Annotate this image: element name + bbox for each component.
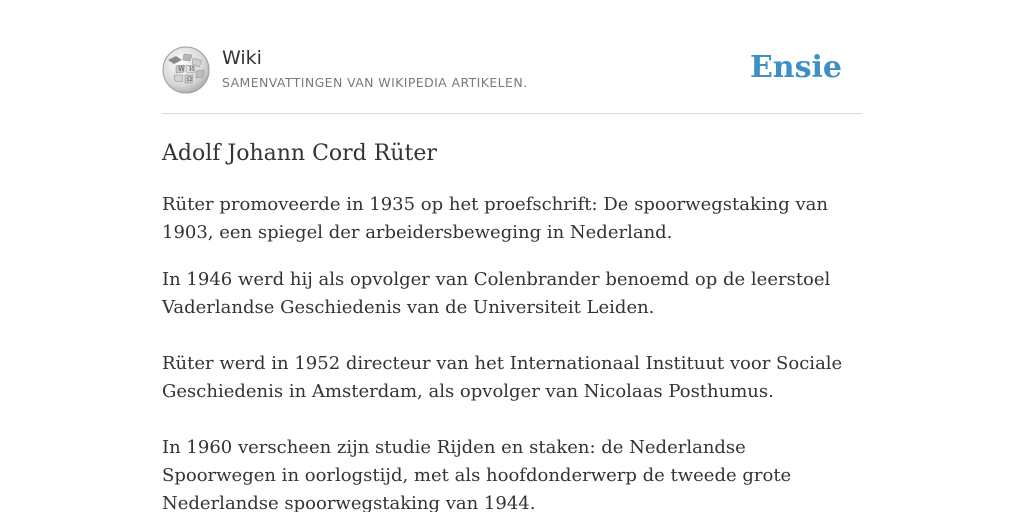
article-title: Adolf Johann Cord Rüter [162, 141, 437, 166]
article-paragraph: Rüter werd in 1952 directeur van het Internationaal Instituut voor Sociale Geschiedenis in Amsterdam, als opvolger van Nicolaas Posthumus. [162, 353, 843, 402]
svg-text:Ω: Ω [187, 76, 192, 83]
site-tagline: SAMENVATTINGEN VAN WIKIPEDIA ARTIKELEN. [222, 75, 528, 90]
site-name[interactable]: Wiki [222, 47, 262, 69]
article-paragraph: In 1946 werd hij als opvolger van Colenbrander benoemd op de leerstoel Vaderlandse Geschiedenis van de Universiteit Leiden. [162, 269, 831, 318]
svg-text:W: W [178, 65, 186, 73]
site-header [162, 0, 862, 114]
ensie-brand-link[interactable]: Ensie [749, 50, 842, 85]
svg-text:И: И [189, 66, 195, 73]
wikipedia-globe-icon[interactable] [162, 46, 210, 94]
article-body [162, 266, 862, 512]
article-intro: Rüter promoveerde in 1935 op het proefschrift: De spoorwegstaking van 1903, een spiegel der arbeidersbeweging in Nederland. [162, 194, 828, 243]
main-content [162, 0, 862, 512]
article-paragraph: In 1960 verscheen zijn studie Rijden en staken: de Nederlandse Spoorwegen in oorlogstijd, met als hoofdonderwerp de tweede grote Nederlandse spoorwegstaking van 1944. [162, 437, 792, 512]
